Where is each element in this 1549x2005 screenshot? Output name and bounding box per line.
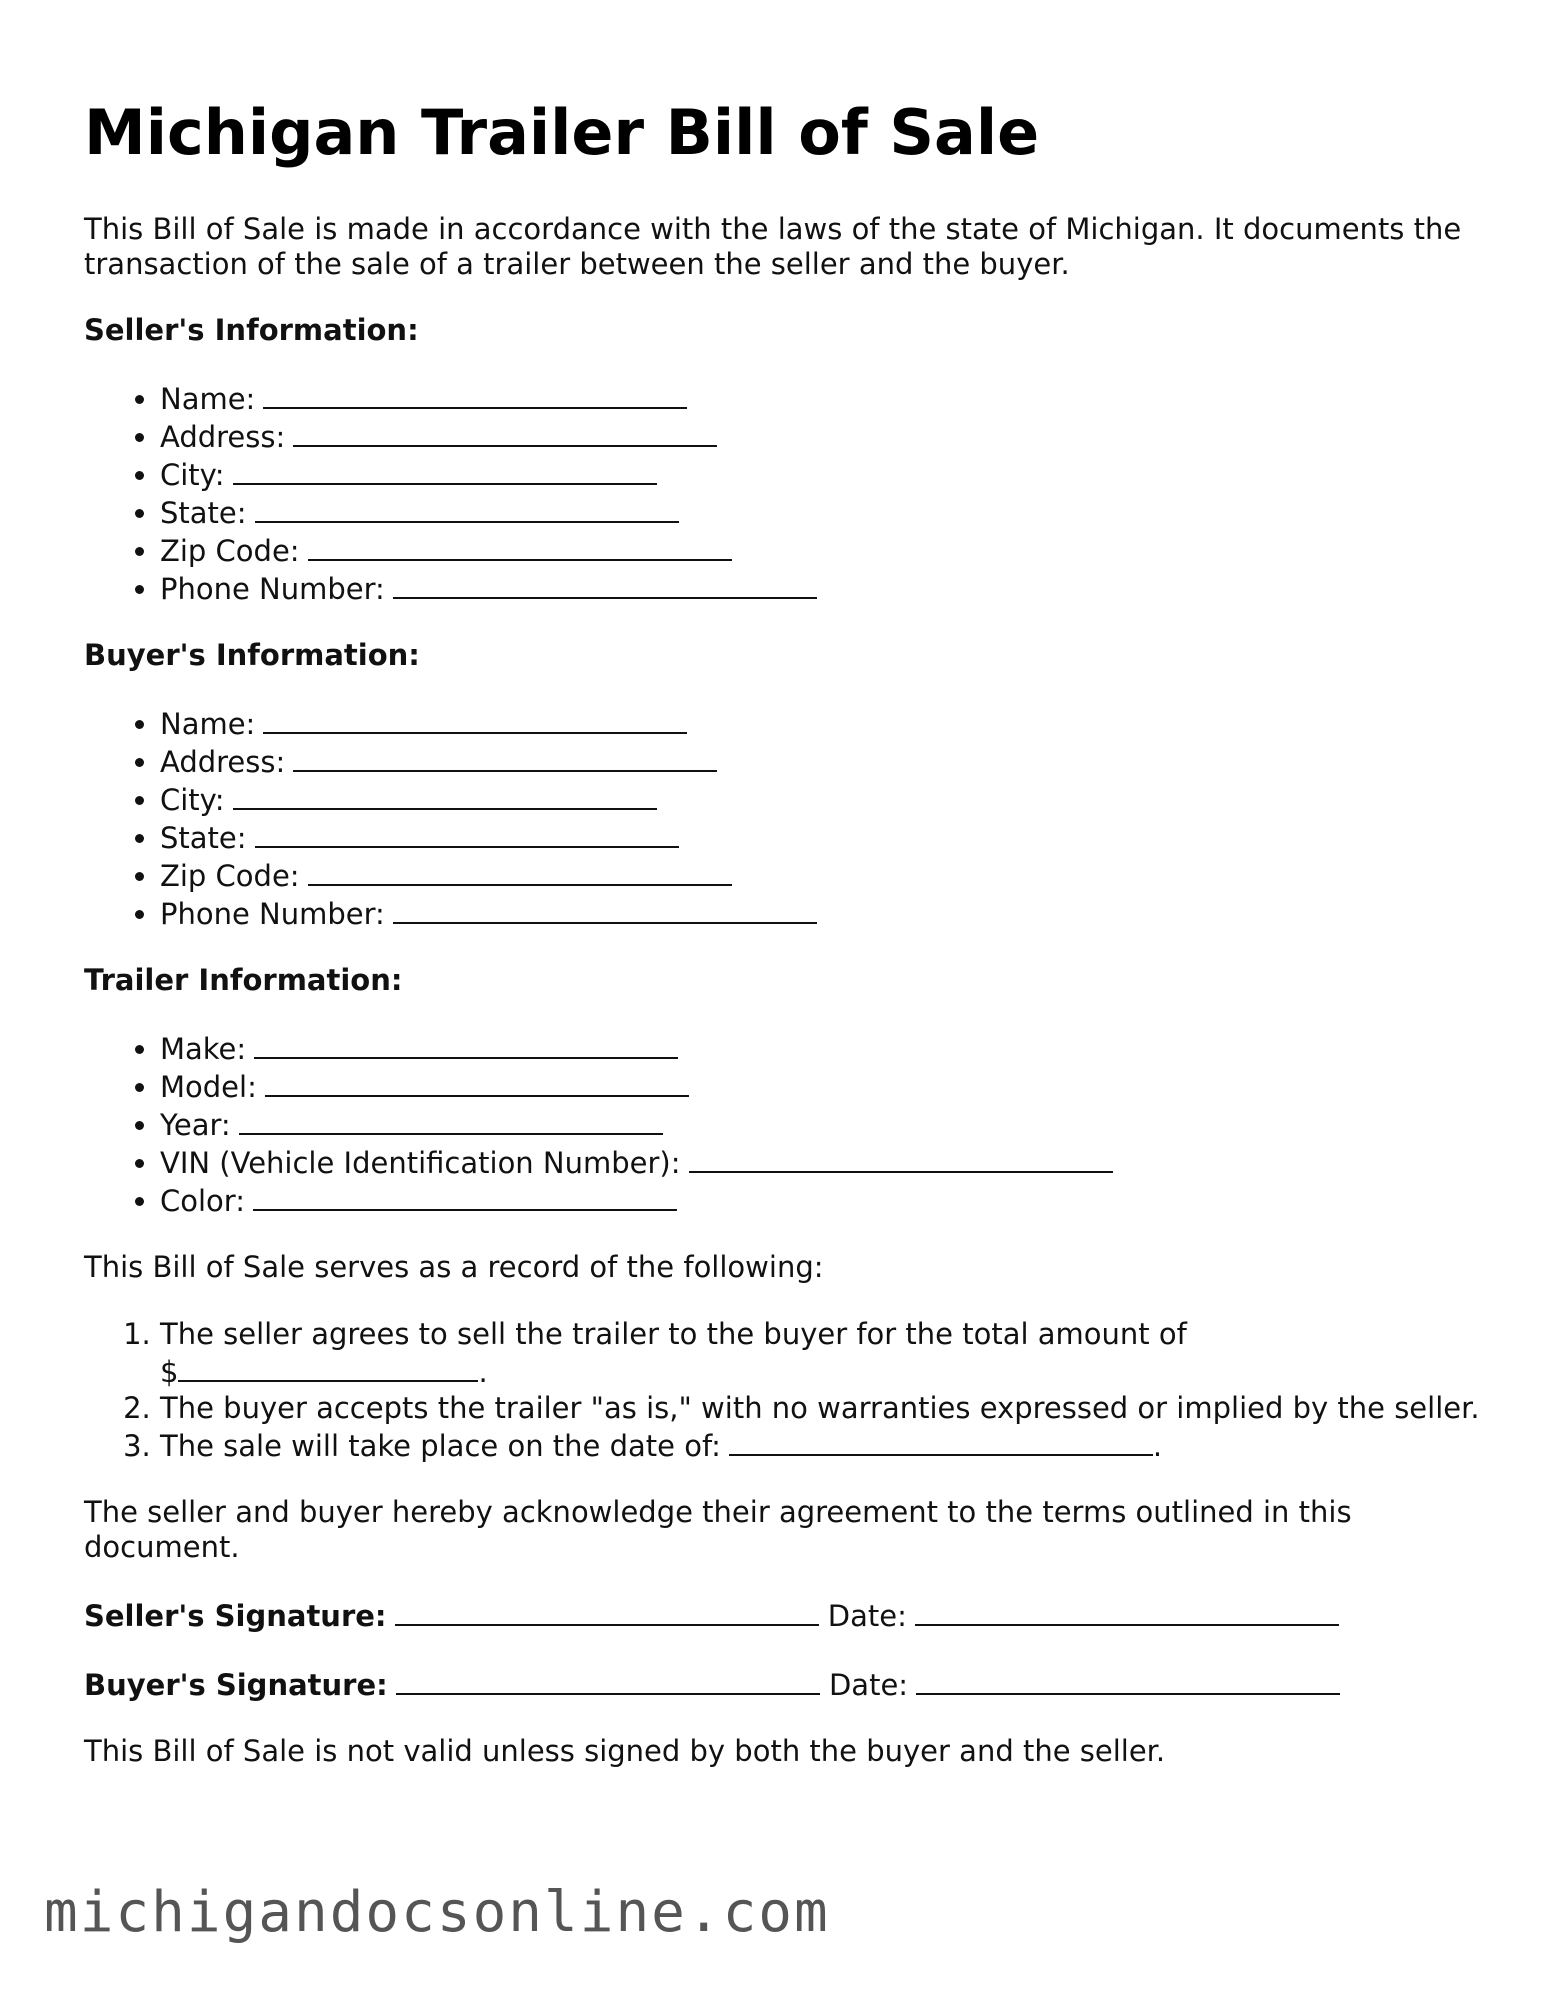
intro-paragraph: This Bill of Sale is made in accordance with the laws of the state of Michigan. It documents the transaction of the sale of a trailer between the seller and the buyer. (84, 212, 1462, 282)
list-item (160, 856, 1484, 894)
field-label: State: (160, 821, 247, 856)
field-label: City: (160, 458, 225, 493)
field-label: Make: (160, 1032, 247, 1067)
field-label: Name: (160, 707, 256, 742)
field-label: Address: (160, 420, 286, 455)
fill-in-line[interactable] (239, 1105, 663, 1135)
list-item (160, 1181, 1484, 1219)
list-item (160, 780, 1484, 818)
date-fill-in-line[interactable] (729, 1426, 1153, 1456)
seller-info-heading: Seller's Information: (84, 313, 419, 348)
list-item (160, 1067, 1484, 1105)
list-item (160, 531, 1484, 569)
field-label: Name: (160, 382, 256, 417)
list-item (160, 1143, 1484, 1181)
term-text: The sale will take place on the date of: (160, 1429, 721, 1464)
fill-in-line[interactable] (393, 569, 817, 599)
site-watermark: michigandocsonline.com (44, 1880, 830, 1945)
field-label: State: (160, 496, 247, 531)
fill-in-line[interactable] (253, 1181, 677, 1211)
list-item (160, 379, 1484, 417)
field-label: Address: (160, 745, 286, 780)
term-item (160, 1390, 1484, 1426)
field-label: Zip Code: (160, 859, 300, 894)
buyer-date-line[interactable] (916, 1665, 1340, 1695)
field-label: Phone Number: (160, 897, 385, 932)
fill-in-line[interactable] (393, 894, 817, 924)
list-item (160, 1105, 1484, 1143)
document-title: Michigan Trailer Bill of Sale (84, 96, 1040, 169)
field-label: Year: (160, 1108, 231, 1143)
term-item (160, 1426, 1484, 1464)
buyer-info-heading: Buyer's Information: (84, 638, 420, 673)
buyer-signature-row (84, 1665, 1484, 1703)
date-label: Date: (827, 1599, 907, 1634)
amount-fill-in-line[interactable] (178, 1352, 478, 1382)
terms-list (84, 1316, 1484, 1464)
fill-in-line[interactable] (308, 531, 732, 561)
currency-symbol: $ (160, 1355, 179, 1390)
term-text: The buyer accepts the trailer "as is," with no warranties expressed or implied by the seller. (160, 1391, 1480, 1426)
seller-signature-label: Seller's Signature: (84, 1599, 387, 1634)
list-item (160, 417, 1484, 455)
fill-in-line[interactable] (255, 818, 679, 848)
validity-notice: This Bill of Sale is not valid unless signed by both the buyer and the seller. (84, 1734, 1166, 1769)
list-item (160, 455, 1484, 493)
seller-date-line[interactable] (915, 1596, 1339, 1626)
list-item (160, 742, 1484, 780)
field-label: Model: (160, 1070, 257, 1105)
list-item (160, 704, 1484, 742)
acknowledgement-paragraph: The seller and buyer hereby acknowledge their agreement to the terms outlined in this document. (84, 1495, 1352, 1565)
list-item (160, 818, 1484, 856)
fill-in-line[interactable] (293, 417, 717, 447)
fill-in-line[interactable] (293, 742, 717, 772)
document-page (84, 96, 1484, 1800)
fill-in-line[interactable] (263, 379, 687, 409)
list-item (160, 493, 1484, 531)
field-label: City: (160, 783, 225, 818)
fill-in-line[interactable] (308, 856, 732, 886)
seller-info-list (84, 379, 1484, 607)
seller-signature-line[interactable] (395, 1596, 819, 1626)
fill-in-line[interactable] (263, 704, 687, 734)
term-end: . (478, 1355, 488, 1390)
list-item (160, 894, 1484, 932)
fill-in-line[interactable] (255, 493, 679, 523)
buyer-signature-label: Buyer's Signature: (84, 1668, 388, 1703)
record-intro: This Bill of Sale serves as a record of the following: (84, 1250, 824, 1285)
field-label: Phone Number: (160, 572, 385, 607)
field-label: VIN (Vehicle Identification Number): (160, 1146, 681, 1181)
term-text: The seller agrees to sell the trailer to the buyer for the total amount of (160, 1317, 1187, 1352)
list-item (160, 1029, 1484, 1067)
fill-in-line[interactable] (265, 1067, 689, 1097)
fill-in-line[interactable] (689, 1143, 1113, 1173)
trailer-info-heading: Trailer Information: (84, 963, 403, 998)
date-label: Date: (828, 1668, 909, 1703)
list-item (160, 569, 1484, 607)
seller-signature-row (84, 1596, 1484, 1634)
buyer-signature-line[interactable] (396, 1665, 820, 1695)
trailer-info-list (84, 1029, 1484, 1219)
fill-in-line[interactable] (233, 455, 657, 485)
term-end: . (1152, 1429, 1163, 1464)
field-label: Color: (160, 1184, 245, 1219)
fill-in-line[interactable] (254, 1029, 678, 1059)
fill-in-line[interactable] (233, 780, 657, 810)
term-item (160, 1316, 1484, 1390)
buyer-info-list (84, 704, 1484, 932)
field-label: Zip Code: (160, 534, 300, 569)
